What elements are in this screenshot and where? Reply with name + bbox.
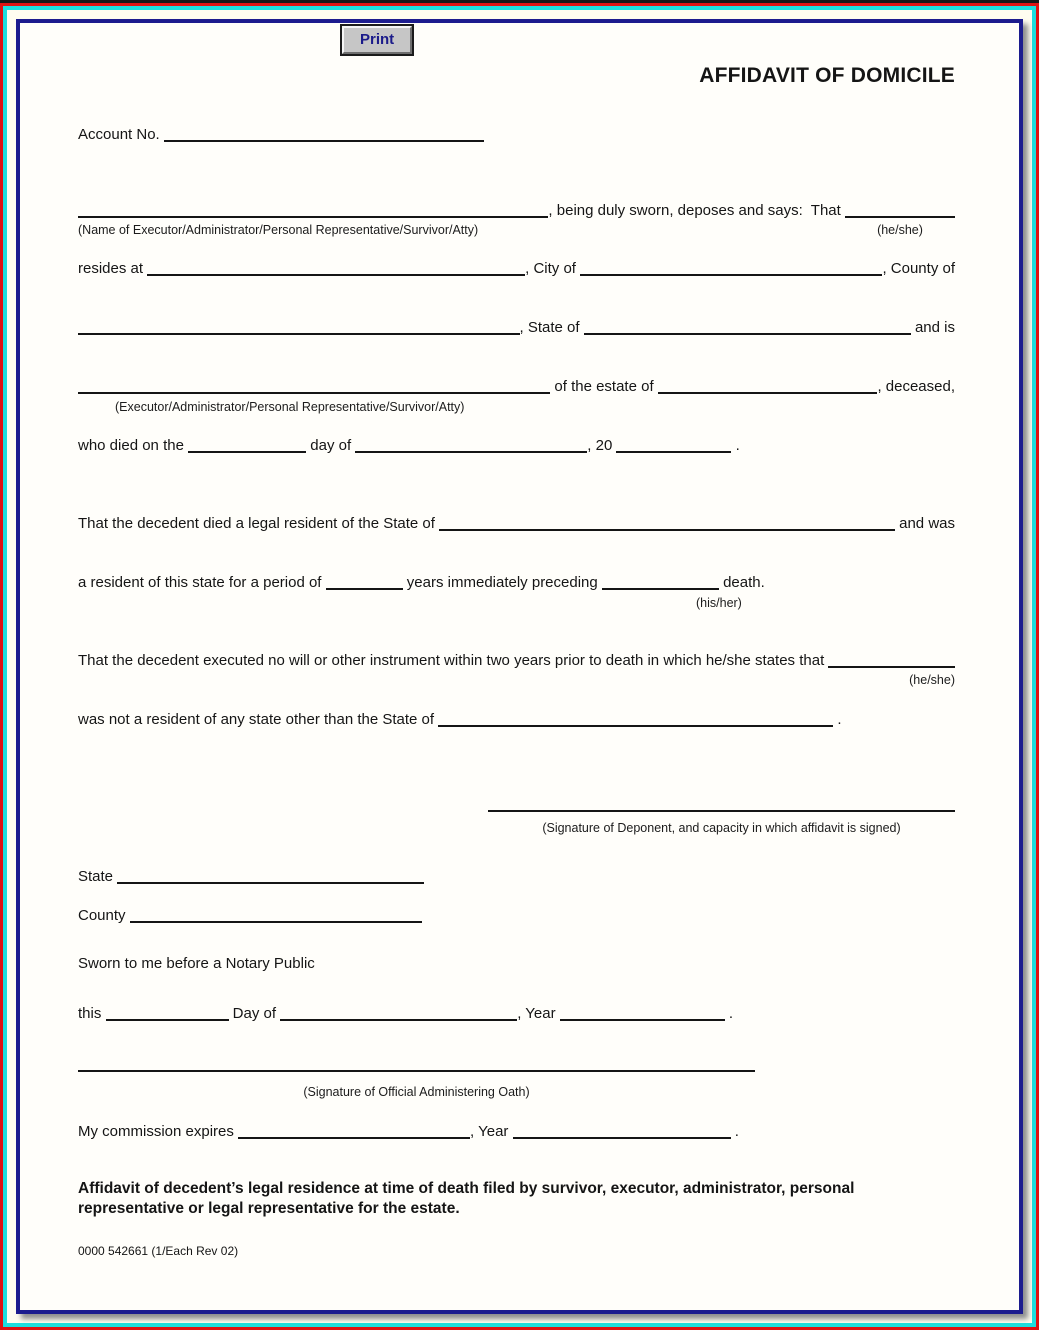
footer-statement-line2: representative or legal representative for the estate. — [78, 1200, 460, 1217]
notary-date-row — [78, 1002, 955, 1025]
commission-label: My commission expires — [78, 1123, 239, 1140]
name-caption: (Name of Executor/Administrator/Personal Representative/Survivor/Atty) — [78, 223, 479, 237]
account-number-blank — [164, 126, 484, 142]
death-date-row — [78, 434, 955, 457]
account-number-row — [78, 123, 955, 146]
commission-year-label: , Year — [470, 1123, 513, 1140]
no-other-state-period: . — [833, 711, 842, 728]
address-blank — [147, 260, 525, 276]
county-name-blank — [78, 319, 520, 335]
state-field-label: State — [78, 868, 118, 885]
state-row — [78, 316, 955, 339]
death-day-blank — [188, 437, 306, 453]
commission-row — [78, 1120, 955, 1143]
other-state-blank — [438, 711, 833, 727]
hisher-blank — [602, 574, 719, 590]
official-signature-caption: (Signature of Official Administering Oath) — [303, 1085, 530, 1099]
city-blank — [580, 260, 882, 276]
and-is-text: and is — [910, 319, 955, 336]
heshe-blank — [845, 202, 955, 218]
period-label: a resident of this state for a period of — [78, 574, 326, 591]
no-other-state-row — [78, 708, 955, 731]
death-month-blank — [355, 437, 587, 453]
legal-resident-row — [78, 512, 955, 535]
county-field-label: County — [78, 907, 130, 924]
notary-year-label: , Year — [517, 1005, 560, 1022]
decedent-name-blank — [658, 378, 878, 394]
years-blank — [326, 574, 403, 590]
official-signature-row — [78, 1050, 955, 1072]
county-field-blank — [130, 907, 422, 923]
estate-of-label: of the estate of — [550, 378, 658, 395]
county-field-row — [78, 904, 955, 927]
notary-label: Sworn to me before a Notary Public — [78, 955, 315, 972]
legal-resident-label: That the decedent died a legal resident of the State of — [78, 515, 440, 532]
footer-statement-line1: Affidavit of decedent’s legal residence at time of death filed by survivor, executor, administrator, personal — [78, 1180, 855, 1197]
heshe-caption-2-row — [78, 669, 955, 691]
state-label: , State of — [519, 319, 584, 336]
state-field-blank — [117, 868, 424, 884]
affidavit-form-page — [16, 19, 1023, 1314]
residence-row — [78, 257, 955, 280]
executor-caption: (Executor/Administrator/Personal Representative/Survivor/Atty) — [115, 400, 465, 414]
page-title-text: AFFIDAVIT OF DOMICILE — [699, 64, 955, 87]
resides-label: resides at — [78, 260, 148, 277]
page-title — [78, 65, 955, 87]
deponent-caption-row — [78, 817, 955, 839]
death-year-blank — [616, 437, 731, 453]
page-mat — [7, 10, 1032, 1323]
notary-month-blank — [280, 1005, 517, 1021]
residency-period-row — [78, 571, 955, 594]
notary-dayof-label: Day of — [228, 1005, 281, 1022]
no-other-state-label: was not a resident of any state other than the State of — [78, 711, 439, 728]
heshe-caption-2: (he/she) — [909, 673, 955, 687]
sworn-statement-text: , being duly sworn, deposes and says: That — [548, 202, 845, 219]
years-preceding-label: years immediately preceding — [402, 574, 602, 591]
print-button[interactable]: Print — [342, 26, 412, 54]
notary-period: . — [724, 1005, 734, 1022]
state-field-row — [78, 865, 955, 888]
and-was-text: and was — [894, 515, 955, 532]
state-name-blank — [584, 319, 911, 335]
capacity-blank — [78, 378, 550, 394]
deponent-signature-row — [78, 790, 955, 812]
died-label: who died on the — [78, 437, 189, 454]
notary-row — [78, 953, 955, 975]
form-code-row — [78, 1240, 955, 1262]
estate-row — [78, 375, 955, 398]
red-border-frame — [0, 3, 1039, 1330]
legal-residence-state-blank — [439, 515, 895, 531]
day-of-label: day of — [306, 437, 356, 454]
no-will-label: That the decedent executed no will or other instrument within two years prior to death in which he/she states that — [78, 652, 829, 669]
hisher-caption-row — [78, 592, 955, 614]
form-code: 0000 542661 (1/Each Rev 02) — [78, 1244, 239, 1258]
deponent-name-blank — [78, 202, 548, 218]
account-number-label: Account No. — [78, 126, 164, 143]
twenty-label: , 20 — [587, 437, 617, 454]
cyan-border-frame — [3, 6, 1036, 1327]
official-signature-line — [78, 1050, 755, 1072]
hisher-caption: (his/her) — [696, 596, 742, 610]
city-label: , City of — [525, 260, 581, 277]
notary-day-blank — [106, 1005, 229, 1021]
commission-year-blank — [513, 1123, 731, 1139]
death-period: . — [731, 437, 740, 454]
official-caption-row — [78, 1081, 955, 1103]
death-label: death. — [718, 574, 765, 591]
notary-year-blank — [560, 1005, 725, 1021]
this-label: this — [78, 1005, 106, 1022]
footer-statement — [78, 1179, 955, 1219]
estate-caption-row — [78, 396, 955, 418]
deceased-label: , deceased, — [877, 378, 955, 395]
commission-period: . — [730, 1123, 739, 1140]
county-label: , County of — [882, 260, 955, 277]
deponent-signature-caption: (Signature of Deponent, and capacity in which affidavit is signed) — [542, 821, 901, 835]
heshe-blank-2 — [828, 652, 955, 668]
commission-date-blank — [238, 1123, 470, 1139]
sworn-captions-row — [78, 219, 955, 241]
heshe-caption: (he/she) — [877, 223, 923, 237]
deponent-signature-line — [488, 790, 955, 812]
